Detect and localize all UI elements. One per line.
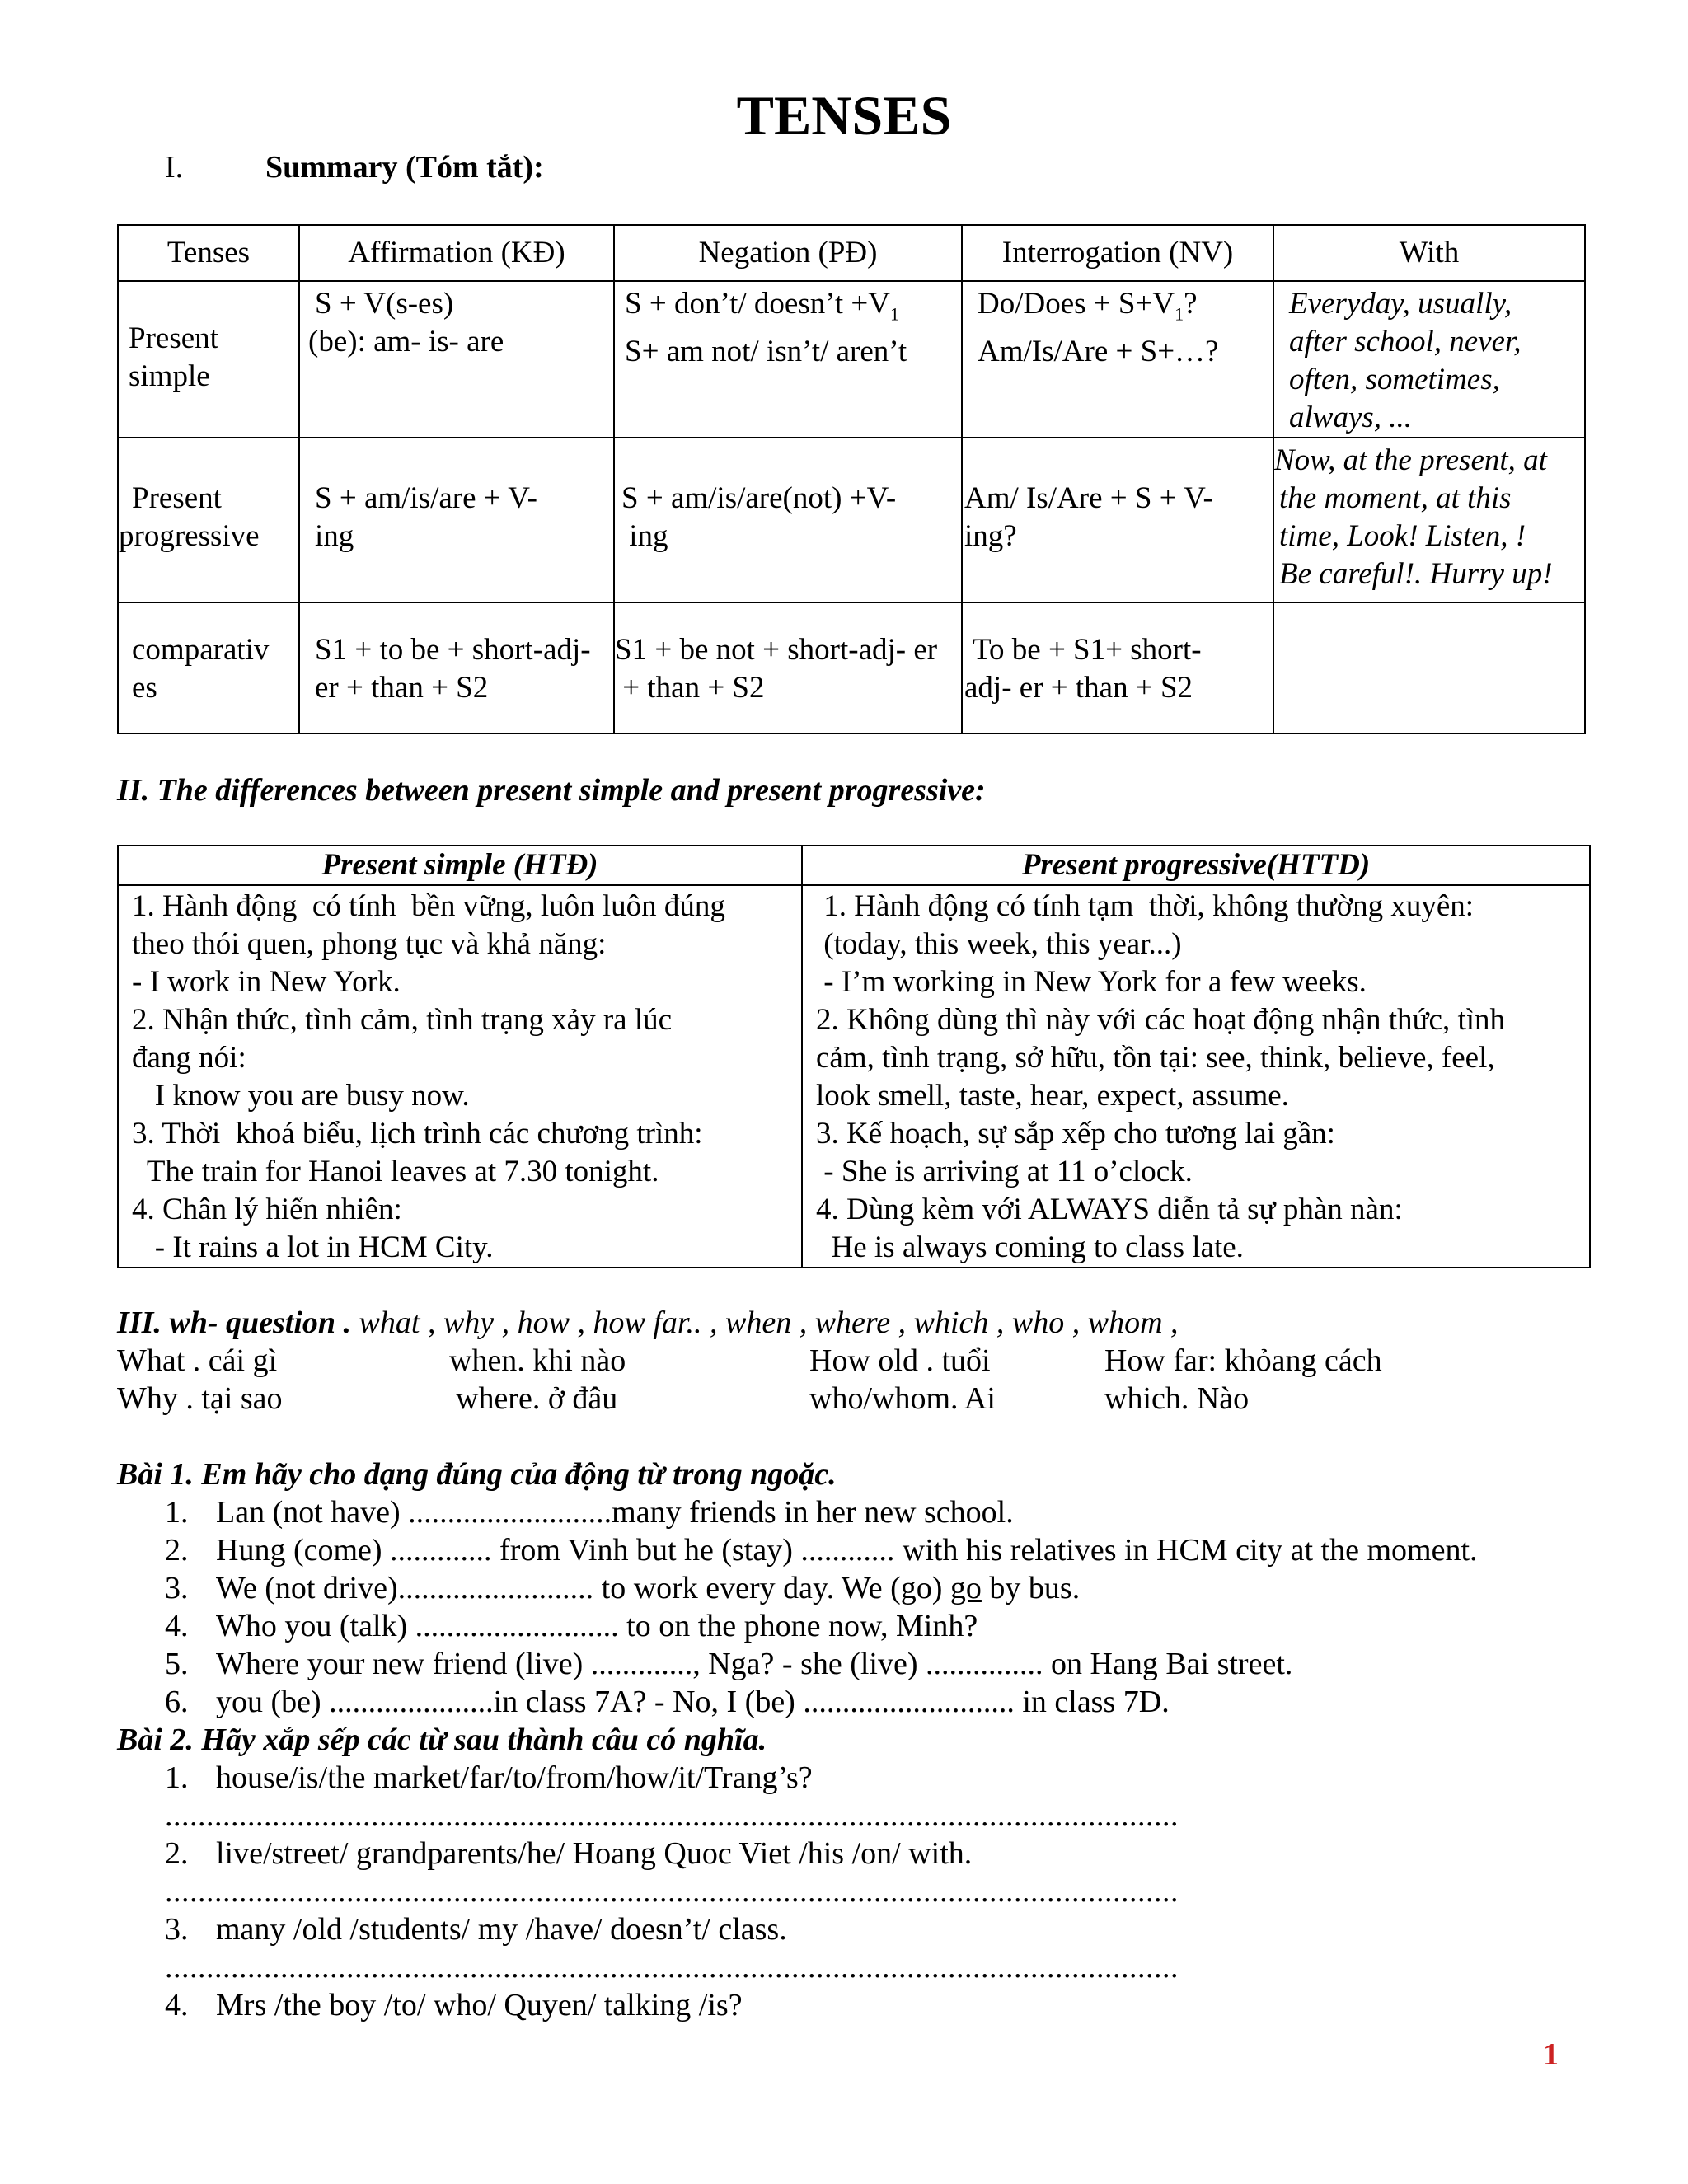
with-cell: Everyday, usually, after school, never, often, sometimes, always, ... bbox=[1273, 281, 1585, 438]
negation-cell: S + am/is/are(not) +V- ing bbox=[614, 438, 962, 602]
vocab-item: when. khi nào bbox=[449, 1343, 626, 1378]
with-cell: Now, at the present, at the moment, at this time, Look! Listen, ! Be careful!. Hurry up! bbox=[1273, 438, 1585, 602]
vocab-item: Why . tại sao bbox=[117, 1381, 283, 1416]
header-cell: Affirmation (KĐ) bbox=[299, 225, 614, 281]
tenses-summary-table bbox=[117, 224, 1586, 734]
document-page: TENSES I. Summary (Tóm tắt): Tenses Affirmation (KĐ) Negation (PĐ) Interrogation (NV) With Present simple S + V(s-es) (be): am- is- are S + don’t/ doesn’t $+V_1$ S+ am not/ isn’t/ aren’t Do/Does + $S+V_1$? Am/Is/Are + S+…? Everyday, usually, after school, never, often, sometimes, always, ... Present progressive S + am/is/are + V- ing S + am/is/are(not) +V- ing Am/ Is/Are + S + V- ing? Now, at the present, at the moment, at this time, Look! Listen, ! Be careful!. Hurry up! comparativ es S1 + to be + short-adj- er + than + S2 S1 + be not + short-adj- er + than + S2 To be + S1+ short- adj- er + than + S2 II. The differences between present simple and present progressive: Present simple (HTĐ) Present progressive(HTTD) 1. Hành động có tính bền vững, luôn luôn đúng theo thói quen, phong tục và khả năng: - I work in New York. 2. Nhận thức, tình cảm, tình trạng xảy ra lúc đang nói: I know you are busy now. 3. Thời khoá biểu, lịch trình các chương trình: The train for Hanoi leaves at 7.30 tonight. 4. Chân lý hiển nhiên: - It rains a lot in HCM City. 1. Hành động có tính tạm thời, không thường xuyên: (today, this week, this year...) - I’m working in New York for a few weeks. 2. Không dùng thì này với các hoạt động nhận thức, tình cảm, tình trạng, sở hữu, tồn tại: see, think, believe, feel, look smell, taste, hear, expect, assume. 3. Kế hoạch, sự sắp xếp cho tương lai gần: - She is arriving at 11 o’clock. 4. Dùng kèm với ALWAYS diễn tả sự phàn nàn: He is always coming to class late. III. wh- question . what , why , how , how far.. , when , where , which , who , whom , What . cái gì when. khi nào How old . tuổi How far: khỏang cách Why . tại sao where. ở đâu who/whom. Ai which. Nào Bài 1. Em hãy cho dạng đúng của động từ trong ngoặc. 1. Lan (not have) ..........................many friends in her new school. 2. Hung (come) ............. from Vinh but he (stay) ............ with his relatives in HCM city at the moment. 3. We (not drive)......................... to work every day. We (go) go by bus. 4. Who you (talk) .......................... to on the phone now, Minh? 5. Where your new friend (live) ............., Nga? - she (live) ............... on Hang Bai street. 6. you (be) .....................in class 7A? - No, I (be) ........................... in class 7D. Bài 2. Hãy xắp sếp các từ sau thành câu có nghĩa. 1. house/is/the market/far/to/from/how/it/Trang’s? ........................................................................................................................... 2. live/street/ grandparents/he/ Hoang Quoc Viet /his /on/ with. ........................................................................................................................... 3. many /old /students/ my /have/ doesn’t/ class. ........................................................................................................................... 4. Mrs /the boy /to/ who/ Quyen/ talking /is? 1 bbox=[0, 0, 1688, 2184]
header-cell: Interrogation (NV) bbox=[962, 225, 1273, 281]
affirmation-cell: S + am/is/are + V- ing bbox=[299, 438, 614, 602]
answer-line: ........................................................................................................................... bbox=[165, 1798, 1179, 1833]
table-row bbox=[118, 281, 1585, 438]
table-row bbox=[118, 602, 1585, 733]
interrogation-cell: To be + S1+ short- adj- er + than + S2 bbox=[962, 602, 1273, 733]
with-cell bbox=[1273, 602, 1585, 733]
tense-cell: comparativ es bbox=[118, 602, 299, 733]
header-cell: Present progressive(HTTD) bbox=[802, 846, 1590, 885]
section-3-heading: III. wh- question . what , why , how , how far.. , when , where , which , who , whom , bbox=[117, 1305, 1179, 1340]
vocab-item: which. Nào bbox=[1104, 1381, 1250, 1416]
negation-cell: S1 + be not + short-adj- er + than + S2 bbox=[614, 602, 962, 733]
table-row bbox=[118, 438, 1585, 602]
table-header-row bbox=[118, 846, 1590, 885]
header-cell: Negation (PĐ) bbox=[614, 225, 962, 281]
table-row bbox=[118, 885, 1590, 1268]
affirmation-cell: S1 + to be + short-adj- er + than + S2 bbox=[299, 602, 614, 733]
differences-table bbox=[117, 845, 1591, 1268]
header-cell: With bbox=[1273, 225, 1585, 281]
negation-cell: S + don’t/ doesn’t $+V_1$ S+ am not/ isn’t/ aren’t bbox=[614, 281, 962, 438]
vocab-item: What . cái gì bbox=[117, 1343, 278, 1378]
header-cell: Tenses bbox=[118, 225, 299, 281]
vocab-item: How old . tuổi bbox=[809, 1343, 991, 1378]
exercise-2-title: Bài 2. Hãy xắp sếp các từ sau thành câu có nghĩa. bbox=[117, 1722, 767, 1757]
vocab-item: How far: khỏang cách bbox=[1104, 1343, 1382, 1378]
tense-cell: Present simple bbox=[118, 281, 299, 438]
header-cell: Present simple (HTĐ) bbox=[118, 846, 802, 885]
section-label: Summary (Tóm tắt): bbox=[265, 150, 544, 185]
section-2-heading: II. The differences between present simple and present progressive: bbox=[117, 773, 986, 808]
answer-line: ........................................................................................................................... bbox=[165, 1950, 1179, 1985]
table-header-row bbox=[118, 225, 1585, 281]
interrogation-cell: Do/Does + $S+V_1$? Am/Is/Are + S+…? bbox=[962, 281, 1273, 438]
page-title: TENSES bbox=[736, 84, 952, 147]
present-simple-cell: 1. Hành động có tính bền vững, luôn luôn đúng theo thói quen, phong tục và khả năng: - I work in New York. 2. Nhận thức, tình cảm, tình trạng xảy ra lúc đang nói: I know you are busy now. 3. Thời khoá biểu, lịch trình các chương trình: The train for Hanoi leaves at 7.30 tonight. 4. Chân lý hiển nhiên: - It rains a lot in HCM City. bbox=[118, 885, 802, 1268]
exercise-1-title: Bài 1. Em hãy cho dạng đúng của động từ trong ngoặc. bbox=[117, 1457, 837, 1492]
answer-line: ........................................................................................................................... bbox=[165, 1874, 1179, 1909]
vocab-item: who/whom. Ai bbox=[809, 1381, 996, 1416]
affirmation-cell: S + V(s-es) (be): am- is- are bbox=[299, 281, 614, 438]
vocab-item: where. ở đâu bbox=[456, 1381, 618, 1416]
page-number: 1 bbox=[1543, 2037, 1559, 2072]
interrogation-cell: Am/ Is/Are + S + V- ing? bbox=[962, 438, 1273, 602]
present-progressive-cell: 1. Hành động có tính tạm thời, không thường xuyên: (today, this week, this year...) - I’m working in New York for a few weeks. 2. Không dùng thì này với các hoạt động nhận thức, tình cảm, tình trạng, sở hữu, tồn tại: see, think, believe, feel, look smell, taste, hear, expect, assume. 3. Kế hoạch, sự sắp xếp cho tương lai gần: - She is arriving at 11 o’clock. 4. Dùng kèm với ALWAYS diễn tả sự phàn nàn: He is always coming to class late. bbox=[802, 885, 1590, 1268]
tense-cell: Present progressive bbox=[118, 438, 299, 602]
section-number: I. bbox=[165, 150, 184, 185]
